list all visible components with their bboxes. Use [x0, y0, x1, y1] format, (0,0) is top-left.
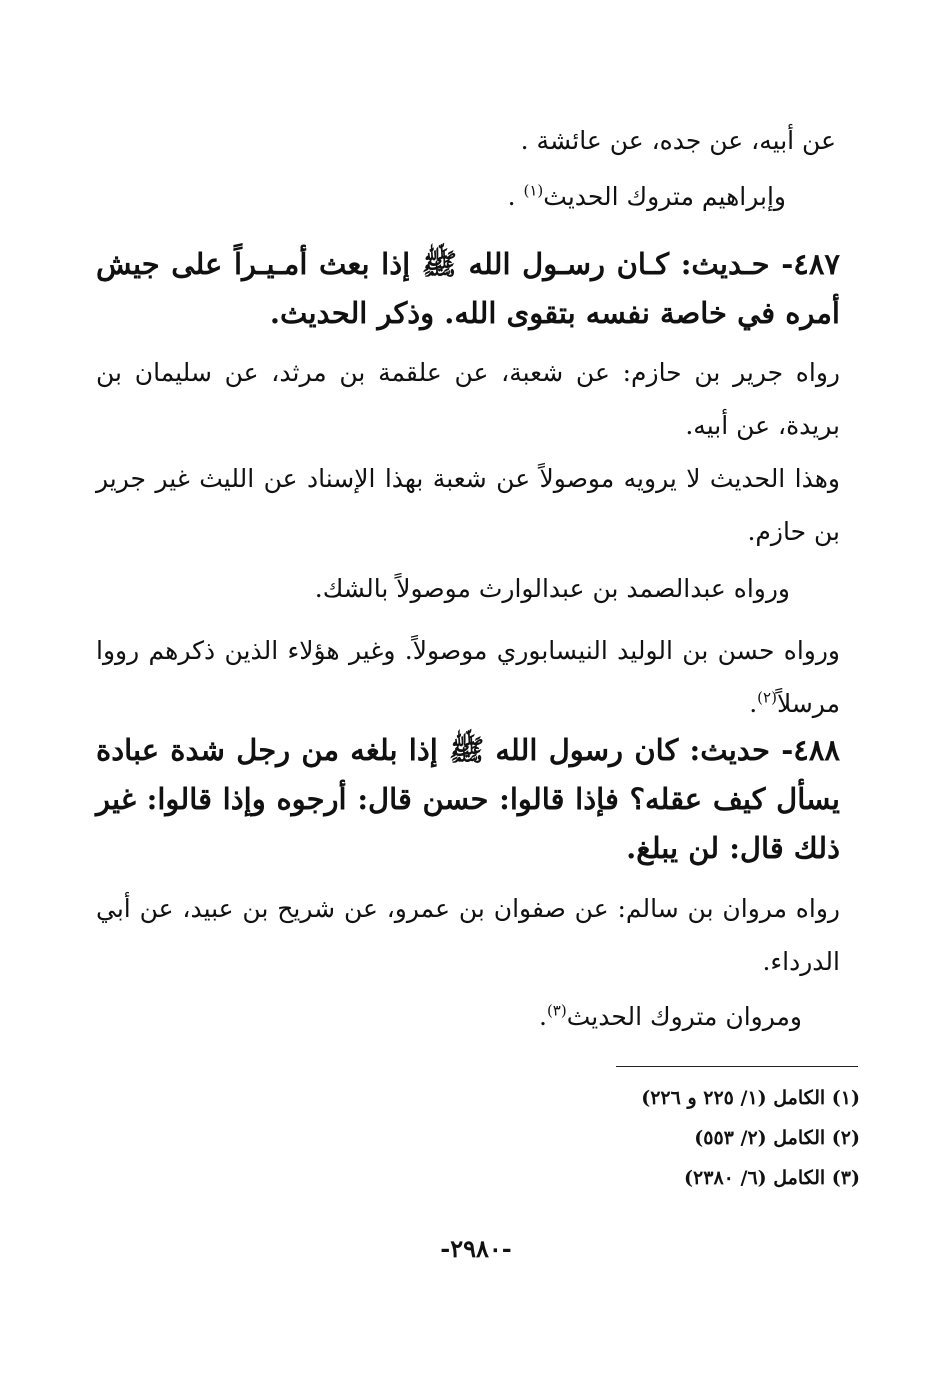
- paragraph-7: [96, 624, 840, 730]
- paragraph-6-text: ورواه عبدالصمد بن عبدالوارث موصولاً بالشك.: [314, 574, 790, 603]
- paragraph-1: [96, 114, 836, 167]
- footnote-3: [400, 1158, 860, 1198]
- page-number: -٢٩٨٠-: [440, 1234, 512, 1263]
- paragraph-10-text: ومروان متروك الحديث: [566, 1002, 802, 1031]
- paragraph-4: [96, 346, 840, 452]
- hadith-number-488: ٤٨٨-: [781, 733, 840, 767]
- footnote-1: [400, 1078, 860, 1118]
- paragraph-1-text: عن أبيه، عن جده، عن عائشة .: [520, 126, 836, 155]
- footnote-1-text: (١) الكامل (١/ ٢٢٥ و ٢٢٦): [641, 1087, 860, 1109]
- paragraph-2-text: وإبراهيم متروك الحديث: [543, 182, 786, 211]
- paragraph-9-text: رواه مروان بن سالم: عن صفوان بن عمرو، عن شريح بن عبيد، عن أبي الدرداء.: [96, 894, 840, 976]
- paragraph-9: [96, 882, 840, 988]
- footnote-2: [400, 1118, 860, 1158]
- paragraph-10-end: .: [538, 1002, 547, 1031]
- paragraph-4-text: رواه جرير بن حازم: عن شعبة، عن علقمة بن مرثد، عن سليمان بن بريدة، عن أبيه.: [96, 358, 840, 440]
- footnote-2-text: (٢) الكامل (٢/ ٥٥٣): [694, 1127, 860, 1149]
- footnote-divider: [616, 1066, 858, 1067]
- footnote-ref-3: (٣): [546, 1001, 567, 1020]
- paragraph-5: [96, 452, 840, 558]
- footnote-ref-1: (١): [523, 181, 544, 200]
- paragraph-2: [96, 170, 786, 223]
- paragraph-5-text: وهذا الحديث لا يرويه موصولاً عن شعبة بهذا الإسناد عن الليث غير جرير بن حازم.: [96, 464, 840, 546]
- footnote-ref-2: (٢): [757, 688, 777, 707]
- paragraph-2-end: .: [507, 182, 524, 211]
- hadith-487-text: حـديث: كـان رسـول الله ﷺ إذا بعث أمـيـراً على جيش أمره في خاصة نفسه بتقوى الله. وذكر الحديث.: [96, 247, 840, 330]
- footnote-3-text: (٣) الكامل (٦/ ٢٣٨٠): [684, 1167, 860, 1189]
- paragraph-10: [96, 990, 802, 1043]
- hadith-488-text: حديث: كان رسول الله ﷺ إذا بلغه من رجل شدة عبادة يسأل كيف عقله؟ فإذا قالوا: حسن قال: أرجوه وإذا قالوا: غير ذلك قال: لن يبلغ.: [96, 733, 840, 865]
- paragraph-7-text: ورواه حسن بن الوليد النيسابوري موصولاً. وغير هؤلاء الذين ذكرهم رووا مرسلاً: [96, 636, 840, 718]
- hadith-487: [96, 240, 840, 338]
- paragraph-7-end: .: [749, 689, 758, 718]
- hadith-488: [96, 726, 840, 873]
- paragraph-6: [96, 562, 790, 615]
- hadith-number-487: ٤٨٧-: [781, 247, 840, 281]
